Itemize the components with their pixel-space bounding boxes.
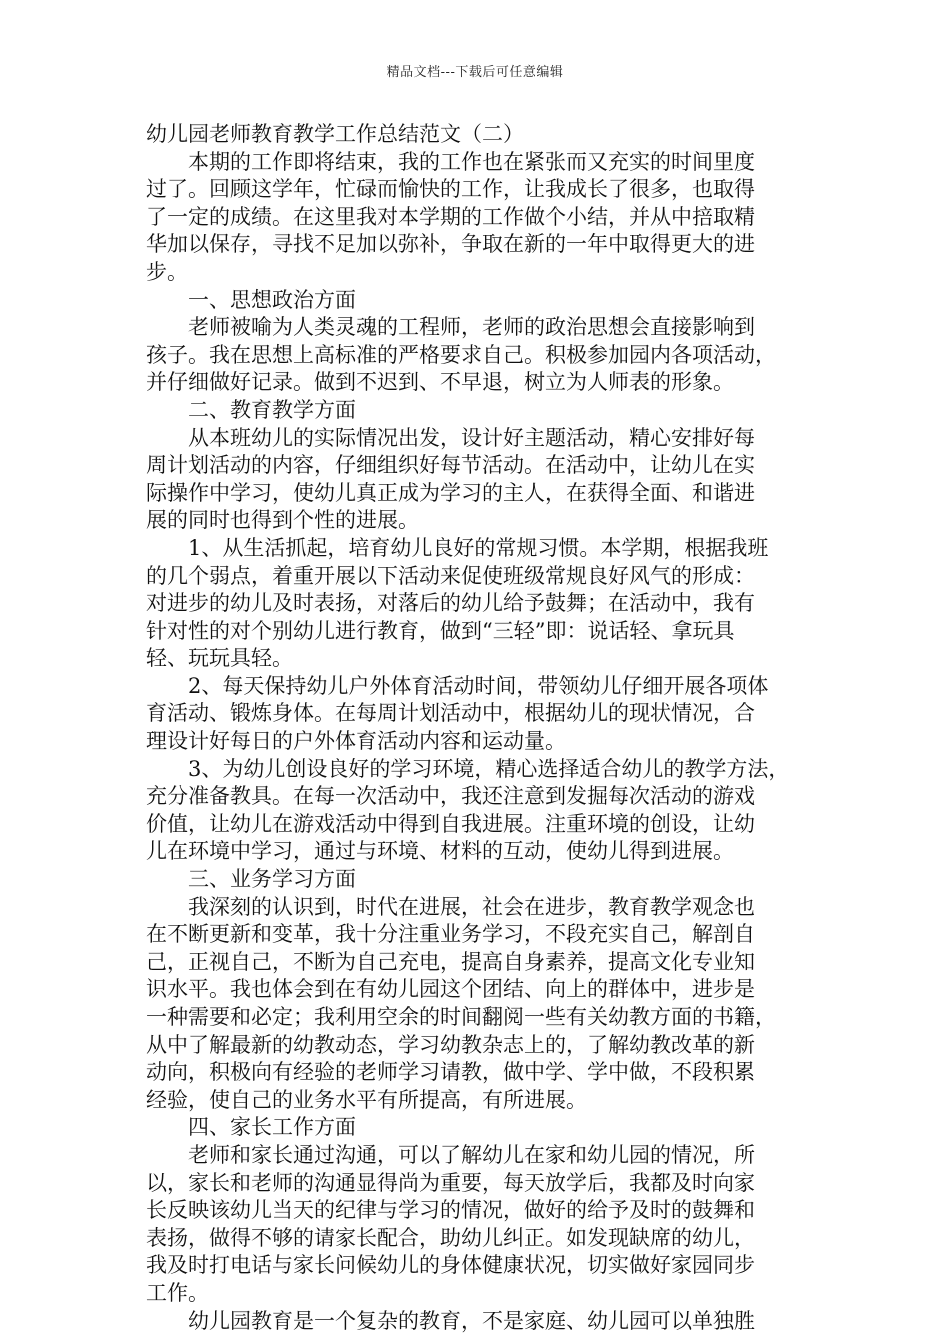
text-line: 我及时打电话与家长问候幼儿的身体健康状况，切实做好家园同步 [146, 1253, 755, 1278]
text-line: 了一定的成绩。在这里我对本学期的工作做个小结，并从中掊取精 [146, 204, 755, 229]
text-line: 三、业务学习方面 [188, 867, 356, 892]
text-line: 展的同时也得到个性的进展。 [146, 508, 419, 533]
text-line: 并仔细做好记录。做到不迟到、不早退，树立为人师表的形象。 [146, 370, 734, 395]
text-line: 工作。 [146, 1280, 209, 1305]
text-line: 育活动、锻炼身体。在每周计划活动中，根据幼儿的现状情况，合 [146, 701, 755, 726]
text-line: 在不断更新和变革，我十分注重业务学习，不段充实自己，解剖自 [146, 922, 755, 947]
text-line: 经验，使自己的业务水平有所提高，有所进展。 [146, 1087, 587, 1112]
text-line: 3、为幼儿创设良好的学习环境，精心选择适合幼儿的教学方法， [188, 756, 790, 781]
text-line: 际操作中学习，使幼儿真正成为学习的主人，在获得全面、和谐进 [146, 480, 755, 505]
text-line: 识水平。我也体会到在有幼儿园这个团结、向上的群体中，进步是 [146, 977, 755, 1002]
text-line: 表扬，做得不够的请家长配合，助幼儿纠正。如发现缺席的幼儿， [146, 1225, 755, 1250]
text-line: 价值，让幼儿在游戏活动中得到自我进展。注重环境的创设，让幼 [146, 811, 755, 836]
text-line: 幼儿园教育是一个复杂的教育，不是家庭、幼儿园可以单独胜 [188, 1308, 755, 1333]
text-line: 长反映该幼儿当天的纪律与学习的情况，做好的给予及时的鼓舞和 [146, 1198, 755, 1223]
text-line: 2、每天保持幼儿户外体育活动时间，带领幼儿仔细开展各项体 [188, 673, 769, 698]
text-line: 动向，积极向有经验的老师学习请教，做中学、学中做，不段积累 [146, 1060, 755, 1085]
text-line: 老师和家长通过沟通，可以了解幼儿在家和幼儿园的情况，所 [188, 1142, 755, 1167]
text-line: 从本班幼儿的实际情况出发，设计好主题活动，精心安排好每 [188, 425, 755, 450]
text-line: 理设计好每日的户外体育活动内容和运动量。 [146, 729, 566, 754]
text-line: 针对性的对个别幼儿进行教育，做到“三轻”即：说话轻、拿玩具 [146, 618, 735, 643]
text-line: 一种需要和必定；我利用空余的时间翻阅一些有关幼教方面的书籍， [146, 1005, 776, 1029]
text-line: 的几个弱点，着重开展以下活动来促使班级常规良好风气的形成： [146, 563, 755, 588]
text-line: 过了。回顾这学年，忙碌而愉快的工作，让我成长了很多，也取得 [146, 177, 755, 202]
text-line: 1、从生活抓起，培育幼儿良好的常规习惯。本学期，根据我班 [188, 535, 769, 560]
text-line: 周计划活动的内容，仔细组织好每节活动。在活动中，让幼儿在实 [146, 453, 755, 478]
text-line: 步。 [146, 259, 188, 284]
text-line: 己，正视自己，不断为自己充电，提高自身素养，提高文化专业知 [146, 949, 755, 974]
text-line: 充分准备教具。在每一次活动中，我还注意到发掘每次活动的游戏 [146, 784, 755, 809]
document-title: 幼儿园老师教育教学工作总结范文（二） [146, 122, 524, 146]
page-header: 精品文档---下载后可任意编辑 [386, 65, 564, 80]
text-line: 对进步的幼儿及时表扬，对落后的幼儿给予鼓舞；在活动中，我有 [146, 591, 755, 616]
text-line: 四、家长工作方面 [188, 1115, 356, 1140]
text-line: 儿在环境中学习，通过与环境、材料的互动，使幼儿得到进展。 [146, 839, 734, 864]
text-line: 我深刻的认识到，时代在进展，社会在进步，教育教学观念也 [188, 894, 755, 919]
text-line: 孩子。我在思想上高标准的严格要求自己。积极参加园内各项活动， [146, 342, 776, 367]
text-line: 以，家长和老师的沟通显得尚为重要，每天放学后，我都及时向家 [146, 1170, 755, 1195]
text-line: 从中了解最新的幼教动态，学习幼教杂志上的，了解幼教改革的新 [146, 1032, 755, 1057]
text-line: 二、教育教学方面 [188, 397, 356, 422]
text-line: 一、思想政治方面 [188, 287, 356, 312]
text-line: 华加以保存，寻找不足加以弥补，争取在新的一年中取得更大的进 [146, 232, 755, 257]
text-line: 老师被喻为人类灵魂的工程师，老师的政治思想会直接影响到 [188, 315, 755, 340]
text-line: 本期的工作即将结束，我的工作也在紧张而又充实的时间里度 [188, 149, 755, 174]
document-body [146, 121, 818, 1335]
text-line: 轻、玩玩具轻。 [146, 646, 293, 671]
